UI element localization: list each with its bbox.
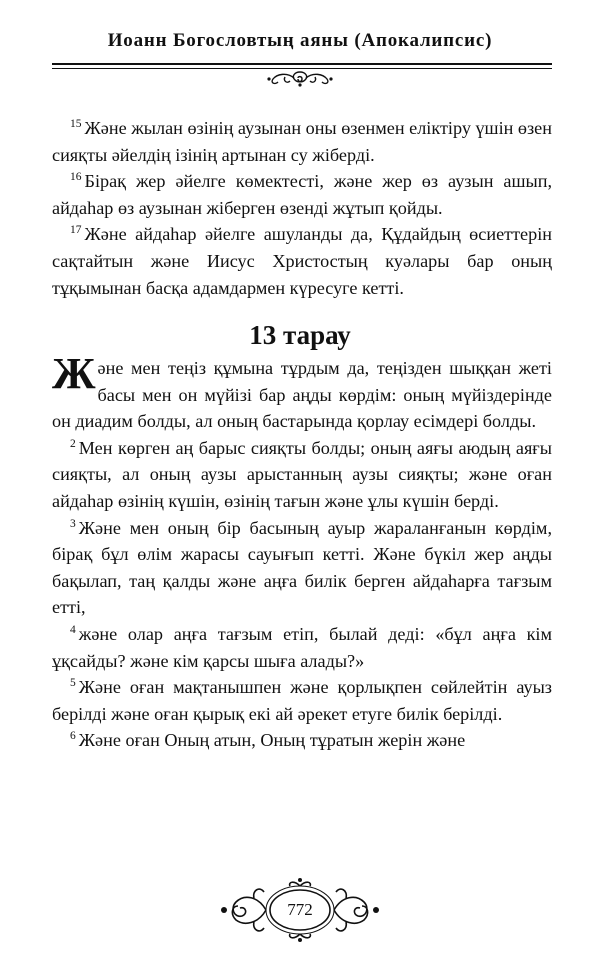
verse-number: 5 xyxy=(70,677,76,690)
verse-text: Және оған мақтанышпен және қорлықпен сөйлейтін ауыз берілді және оған қырық екі ай әрекет етуге билік берілді. xyxy=(52,677,552,724)
chapter-verses-block xyxy=(52,349,552,754)
verse-number: 17 xyxy=(70,224,82,237)
verse-15 xyxy=(52,115,552,168)
verse-text: Бірақ жер әйелге көмектесті, және жер өз аузын ашып, айдаһар өз аузынан жіберген өзенді жұтып қойды. xyxy=(52,171,552,218)
verse-text: Мен көрген аң барыс сияқты болды; оның аяғы аюдың аяғы сияқты, ал оның аузы арыстанның аузы сияқты; және оған айдаһар өзінің күшін, өзінің тағын және ұлы күшін берді. xyxy=(52,437,552,511)
verse-2 xyxy=(52,435,552,515)
header-rule-thick xyxy=(52,63,552,65)
verse-16 xyxy=(52,168,552,221)
verse-number: 3 xyxy=(70,517,76,530)
verse-text: әне мен теңіз құмына тұрдым да, теңізден шыққан жеті басы мен он мүйізі бар аңды көрдім: оның мүйіздерінде он диадим болды, ал оның бастарында қорлау есімдері болды. xyxy=(52,358,552,432)
verse-text: Және жылан өзінің аузынан оны өзенмен еліктіру үшін өзен сияқты әйелдің ізінің артынан су жіберді. xyxy=(52,118,552,165)
running-header-title: Иоанн Богословтың аяны (Апокалипсис) xyxy=(107,30,493,51)
verse-number: 2 xyxy=(70,437,76,450)
chapter-title: 13 тарау xyxy=(249,320,351,350)
verse-1 xyxy=(52,349,552,435)
verse-4 xyxy=(52,621,552,674)
header-ornament-icon xyxy=(265,68,335,88)
verse-17 xyxy=(52,221,552,301)
verse-text: Және айдаһар әйелге ашуланды да, Құдайдың өсиеттерін сақтайтын және Иисус Христостың куәлары бар оның тұқымынан басқа адамдармен күресуге кетті. xyxy=(52,224,552,298)
page-number: 772 xyxy=(287,900,313,919)
verse-6 xyxy=(52,727,552,754)
verse-number: 16 xyxy=(70,171,82,184)
dropcap-letter: Ж xyxy=(52,349,96,398)
verse-number: 4 xyxy=(70,623,76,636)
verse-3 xyxy=(52,515,552,621)
verse-text: Және мен оның бір басының ауыр жараланғанын көрдім, бірақ бұл өлім жарасы сауығып кетті. Және бүкіл жер аңды бақылап, таң қалды және аңға билік берген айдаһарға тағзым етті, xyxy=(52,517,552,618)
top-verses-block xyxy=(52,115,552,301)
verse-5 xyxy=(52,674,552,727)
verse-text: Және оған Оның атын, Оның тұратын жерін және xyxy=(78,730,466,751)
verse-number: 15 xyxy=(70,118,82,130)
verse-number: 6 xyxy=(70,730,76,743)
verse-text: және олар аңға тағзым етіп, былай деді: «бұл аңға кім ұқсайды? және кім қарсы шыға алады?» xyxy=(52,623,552,671)
